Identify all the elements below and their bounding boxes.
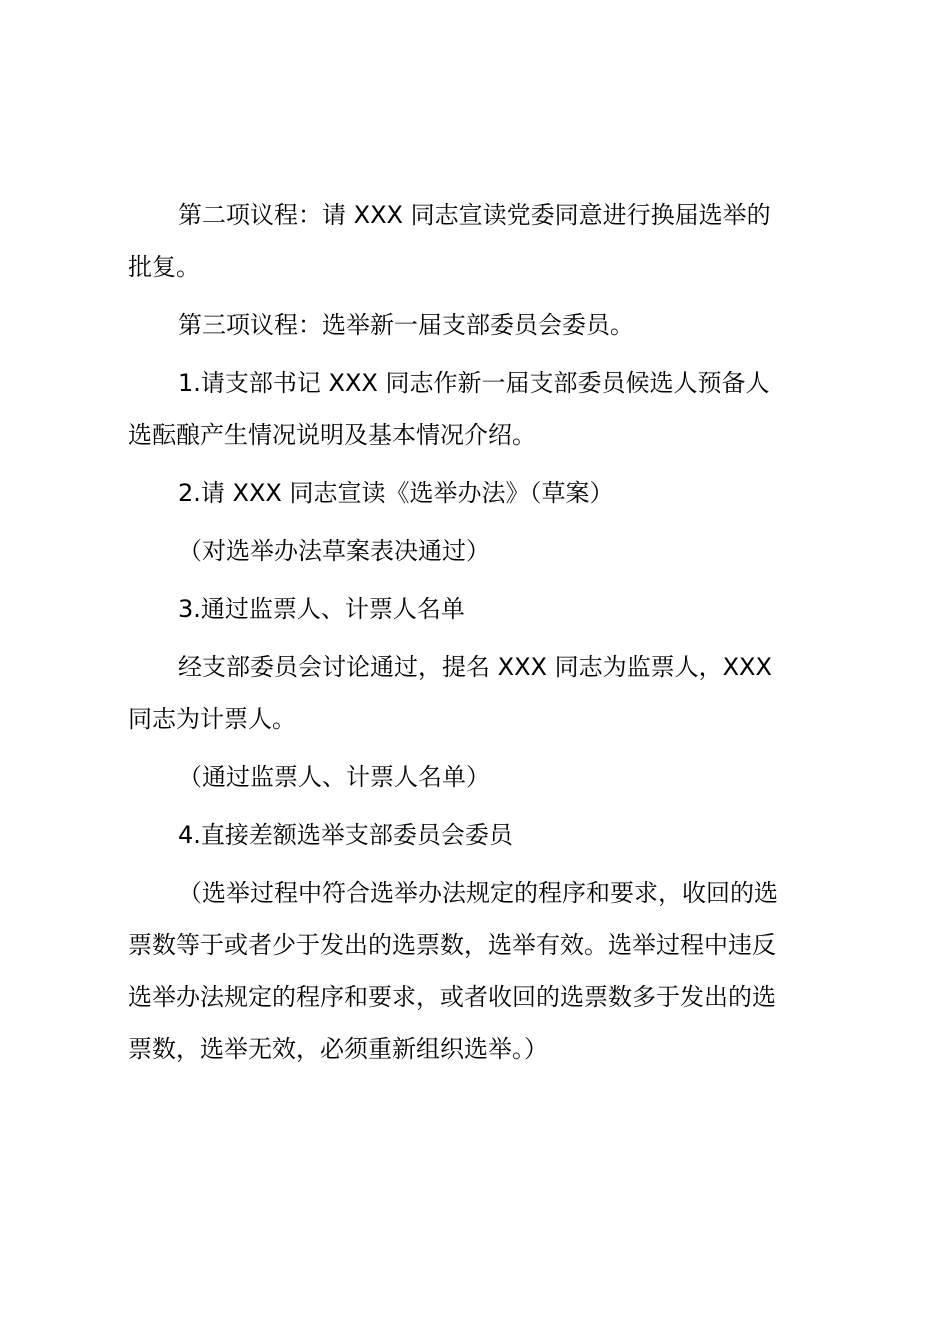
paragraph-line: 票数等于或者少于发出的选票数，选举有效。选举过程中违反: [128, 931, 776, 959]
agenda-item-two: [128, 189, 828, 293]
paragraph-line: 票数，选举无效，必须重新组织选举。）: [128, 1035, 548, 1063]
document-body: [128, 189, 828, 1081]
paragraph-line: 选酝酿产生情况说明及基本情况介绍。: [128, 421, 536, 449]
paragraph-line: 同志为计票人。: [128, 705, 296, 733]
step-three: [128, 583, 828, 635]
paragraph-line: 第二项议程：请 XXX 同志宣读党委同意进行换届选举的: [178, 201, 771, 229]
step-two-note: [128, 525, 828, 577]
paragraph-line: 经支部委员会讨论通过，提名 XXX 同志为监票人，XXX: [178, 653, 772, 681]
paragraph-line: 第三项议程：选举新一届支部委员会委员。: [178, 311, 634, 339]
paragraph-line: （通过监票人、计票人名单）: [178, 763, 490, 791]
step-three-note: [128, 751, 828, 803]
step-two: [128, 467, 828, 519]
step-three-detail: [128, 641, 828, 745]
paragraph-line: 批复。: [128, 253, 200, 281]
paragraph-line: 1.请支部书记 XXX 同志作新一届支部委员候选人预备人: [178, 369, 770, 397]
paragraph-line: （选举过程中符合选举办法规定的程序和要求，收回的选: [178, 879, 778, 907]
paragraph-line: （对选举办法草案表决通过）: [178, 537, 490, 565]
agenda-item-three: [128, 299, 828, 351]
step-four: [128, 809, 828, 861]
step-one: [128, 357, 828, 461]
step-four-note: [128, 867, 828, 1075]
paragraph-line: 选举办法规定的程序和要求，或者收回的选票数多于发出的选: [128, 983, 776, 1011]
paragraph-line: 3.通过监票人、计票人名单: [178, 595, 465, 623]
paragraph-line: 2.请 XXX 同志宣读《选举办法》（草案）: [178, 479, 614, 507]
paragraph-line: 4.直接差额选举支部委员会委员: [178, 821, 513, 849]
